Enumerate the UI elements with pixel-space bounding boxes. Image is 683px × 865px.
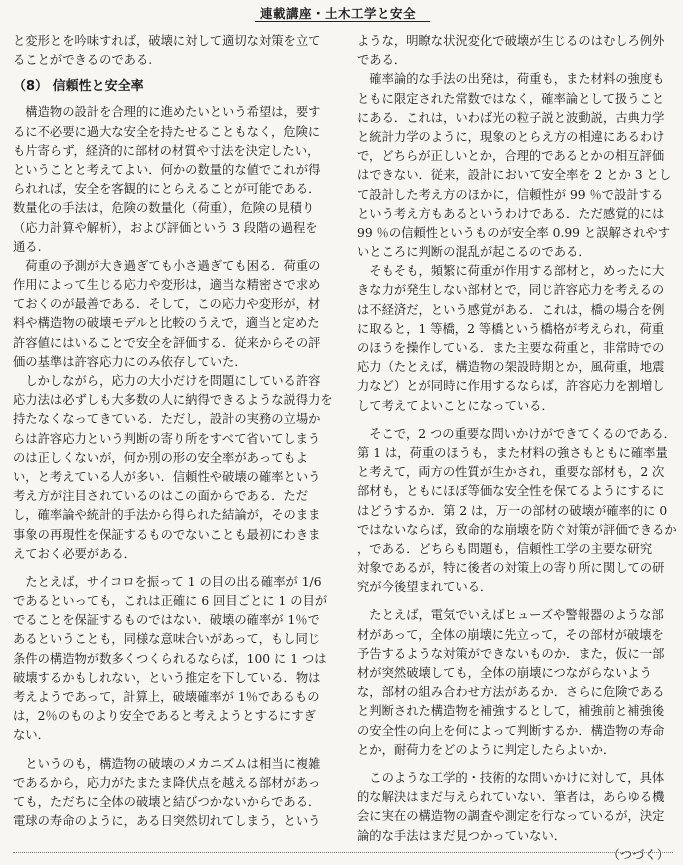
text-line: し，確率論や統計的手法から得られた結論が，そのまま [13,508,321,523]
text-line: そこで，2 つの重要な問いかけができてくるのである． [357,426,676,441]
text-line: 考えようであって，計算上，破壊確率が 1％であるもの [13,690,320,704]
to-be-continued: （つづく） [607,847,669,862]
text-line: と統計力学のように，現象のとらえ方の相違にあるわけ [357,129,665,144]
text-line: 材が突然破壊しても，全体の崩壊につながらないよう [357,666,652,680]
text-line: して考えてよいことになっている． [357,398,554,413]
text-line: るに不必要に過大な安全を持たせることもなく，危険に [13,124,321,139]
text-line: えておく必要がある． [13,546,136,561]
text-line: 力など）とが同時に作用するならば，許容応力を割増し [357,379,665,394]
paragraph-gap [13,564,331,573]
text-line: しかしながら，応力の大小だけを問題にしている許容 [13,374,321,388]
text-line: であるから，応力がたまたま降伏点を越える部材があっ [13,775,321,790]
text-line: 数量化の手法は，危険の数量化（荷重），危険の見積り [13,201,315,216]
text-line: で，どちらが正しいとか，合理的であるとかの相互評価 [357,149,665,164]
text-line: 部材も，ともにほぼ等価な安全性を保てるようにするに [357,484,665,499]
text-line: 応力（たとえば，構造物の架設時期とか，風荷重，地震 [357,360,665,375]
paragraph [357,32,675,70]
paragraph [13,103,331,257]
text-line: ような，明瞭な状況変化で破壊が生じるのはむしろ例外 [357,34,665,48]
text-line: 料や構造物の破壊モデルと比較のうえで，適当と定めた [13,316,320,331]
text-line: ておくのが最善である．そして，この応力や変形が，材 [13,297,321,312]
text-line: そもそも，頻繁に荷重が作用する部材と，めったに大 [357,264,665,279]
paragraph [357,769,675,846]
page-header [0,0,683,26]
text-line: 第 1 は，荷重のほうも，また材料の強さもともに確率量 [357,445,668,460]
text-line: きな力が発生しない部材とで，同じ許容応力を考えるの [357,283,665,298]
paragraph [13,372,331,564]
paragraph-gap [13,746,331,755]
text-line: らは許容応力という判断の寄り所をすべて省いてしまう [13,431,321,446]
text-line: 予告するような対策ができないものか．また，仮に一部 [357,646,665,661]
paragraph [357,606,675,760]
header-rule [255,21,430,22]
text-line: ても，ただちに全体の破壊と結びつかないからである． [13,794,321,809]
text-line: いところに判断の混乱が起こるのである． [357,245,591,260]
text-line: て設計した考え方のほかに，信頼性が 99 ％で設計する [357,187,664,202]
text-line: ない． [13,728,50,743]
text-line: 論的な手法はまだ見つかっていない． [357,828,567,843]
text-line: も片寄らず，経済的に部材の材質や寸法を決定したい， [13,143,320,158]
text-line: にある．これは，いわば光の粒子説と波動説，古典力学 [357,110,665,125]
text-line: 荷重の予測が大き過ぎても小さ過ぎても困る．荷重の [13,258,321,273]
paragraph [357,70,675,262]
text-line: 許容値にはいることで安全を評価する．従来からその評 [13,335,321,350]
paragraph [357,262,675,416]
text-line: 破壊するかもしれない，という推定を下している．物は [13,670,321,685]
series-title: 連載講座・土木工学と安全 [260,6,417,21]
text-line: に取ると，1 等橋，2 等橋という橋格が考えられ，荷重 [357,321,665,336]
page-bottom-rule [13,852,673,853]
paragraph [13,257,331,372]
text-line: というのも，構造物の破壊のメカニズムは相当に複雑 [13,756,321,771]
text-line: は不経済だ，という感覚がある．これは，橋の場合を例 [357,302,665,317]
text-line: という考え方もあるというわけである．ただ感覚的には [357,206,665,221]
text-line: 価の基準は許容応力にのみ依存していた． [13,354,247,369]
paragraph [13,755,331,832]
text-line: のは正しくないが，何か別の形の安全率があってもよ [13,450,309,465]
text-line: であるといっても，これは正確に 6 回目ごとに 1 の目が [13,594,328,609]
text-line: 対象であるが，特に後者の対策上の寄り所に関しての研 [357,561,665,576]
paragraph [13,573,331,746]
paragraph-gap [357,416,675,425]
text-line: とか，耐荷力をどのように判定したらよいか． [357,742,616,757]
text-line: 事象の再現性を保証するものでないことも最初にわきま [13,527,321,542]
intro-paragraph [13,32,331,70]
text-line: はどうするか．第 2 は，万一の部材の破壊が確率的に 0 [357,503,668,518]
text-line: （応力計算や解析），および評価という 3 段階の過程を [13,220,318,235]
text-line: このような工学的・技術的な問いかけに対して，具体 [357,770,665,785]
text-line: 構造物の設計を合理的に進めたいという希望は，要す [13,105,321,120]
text-line: たとえば，電気でいえばヒューズや警報器のような部 [357,608,664,623]
text-line: られれば，安全を客観的にとらえることが可能である． [13,182,321,197]
text-line: 条件の構造物が数多くつくられるならば，100 に 1 つは [13,651,327,666]
paragraph [357,425,675,598]
text-line: でることを保証するものではない．破壊の確率が 1％で [13,613,320,628]
paragraph-gap [357,597,675,606]
text-line: である． [357,53,407,68]
text-line: の安全性の向上を何によって判断するか．構造物の寿命 [357,723,665,738]
text-line: 的な解決はまだ与えられていない．筆者は，あらゆる機 [357,790,665,805]
text-line: のほうを操作している．また主要な荷重と，非常時での [357,341,665,355]
text-line: たとえば，サイコロを振って 1 の目の出る確率が 1/6 [13,574,322,589]
right-column [357,32,677,862]
text-line: 材があって，全体の崩壊に先立って，その部材が破壊を [357,627,664,642]
text-line: ともに限定された常数ではなく，確率論として扱うこと [357,91,665,106]
text-line: は，2％のものより安全であると考えようとするにすぎ [13,709,316,724]
text-line: と変形とを吟味すれば，破壊に対して適切な対策を立て [13,34,321,48]
text-line: 電球の寿命のように，ある日突然切れてしまう，という [13,814,321,829]
text-line: あるということも，同様な意味合いがあって，もし同じ [13,632,321,647]
text-line: 会に実在の構造物の調査や測定を行なっているが，決定 [357,809,665,824]
text-line: 持たなくなってきている．ただし，設計の実務の立場か [13,412,321,427]
text-line: ，である．どちらも問題も，信頼性工学の主要な研究 [357,541,653,556]
text-line: 究が今後望まれている． [357,580,493,595]
left-column [13,32,331,842]
text-line: 99 ％の信頼性というものが安全率 0.99 と誤解されやす [357,225,670,240]
text-line: ることができるのである. [13,53,153,68]
section-heading: （8） 信頼性と安全率 [13,79,144,95]
text-line: 応力法は必ずしも大多数の人に納得できるような説得力を [13,393,333,408]
text-line: と判断された構造物を補強するとして，補強前と補強後 [357,704,665,719]
text-line: 確率論的な手法の出発は，荷重も，また材料の強度も [357,72,665,87]
text-line: な，部材の組み合わせ方法があるか．さらに危険である [357,685,665,700]
text-line: と考えて，両方の性質が生かされ，重要な部材も，2 次 [357,465,665,480]
paragraph-gap [357,760,675,769]
text-line: 考え方が注目されているのはこの面からである．ただ [13,489,309,504]
text-line: ではないならば，致命的な崩壊を防ぐ対策が評価できるか [357,522,677,537]
text-line: 通る. [13,239,42,254]
text-line: はできない．従来，設計において安全率を 2 とか 3 とし [357,168,672,183]
text-line: い，と考えている人が多い．信頼性や破壊の確率という [13,469,321,484]
text-line: 作用によって生じる応力や変形は，適当な精密さで求め [13,278,321,293]
text-line: ということと考えてよい．何かの数量的な値でこれが得 [13,162,321,177]
